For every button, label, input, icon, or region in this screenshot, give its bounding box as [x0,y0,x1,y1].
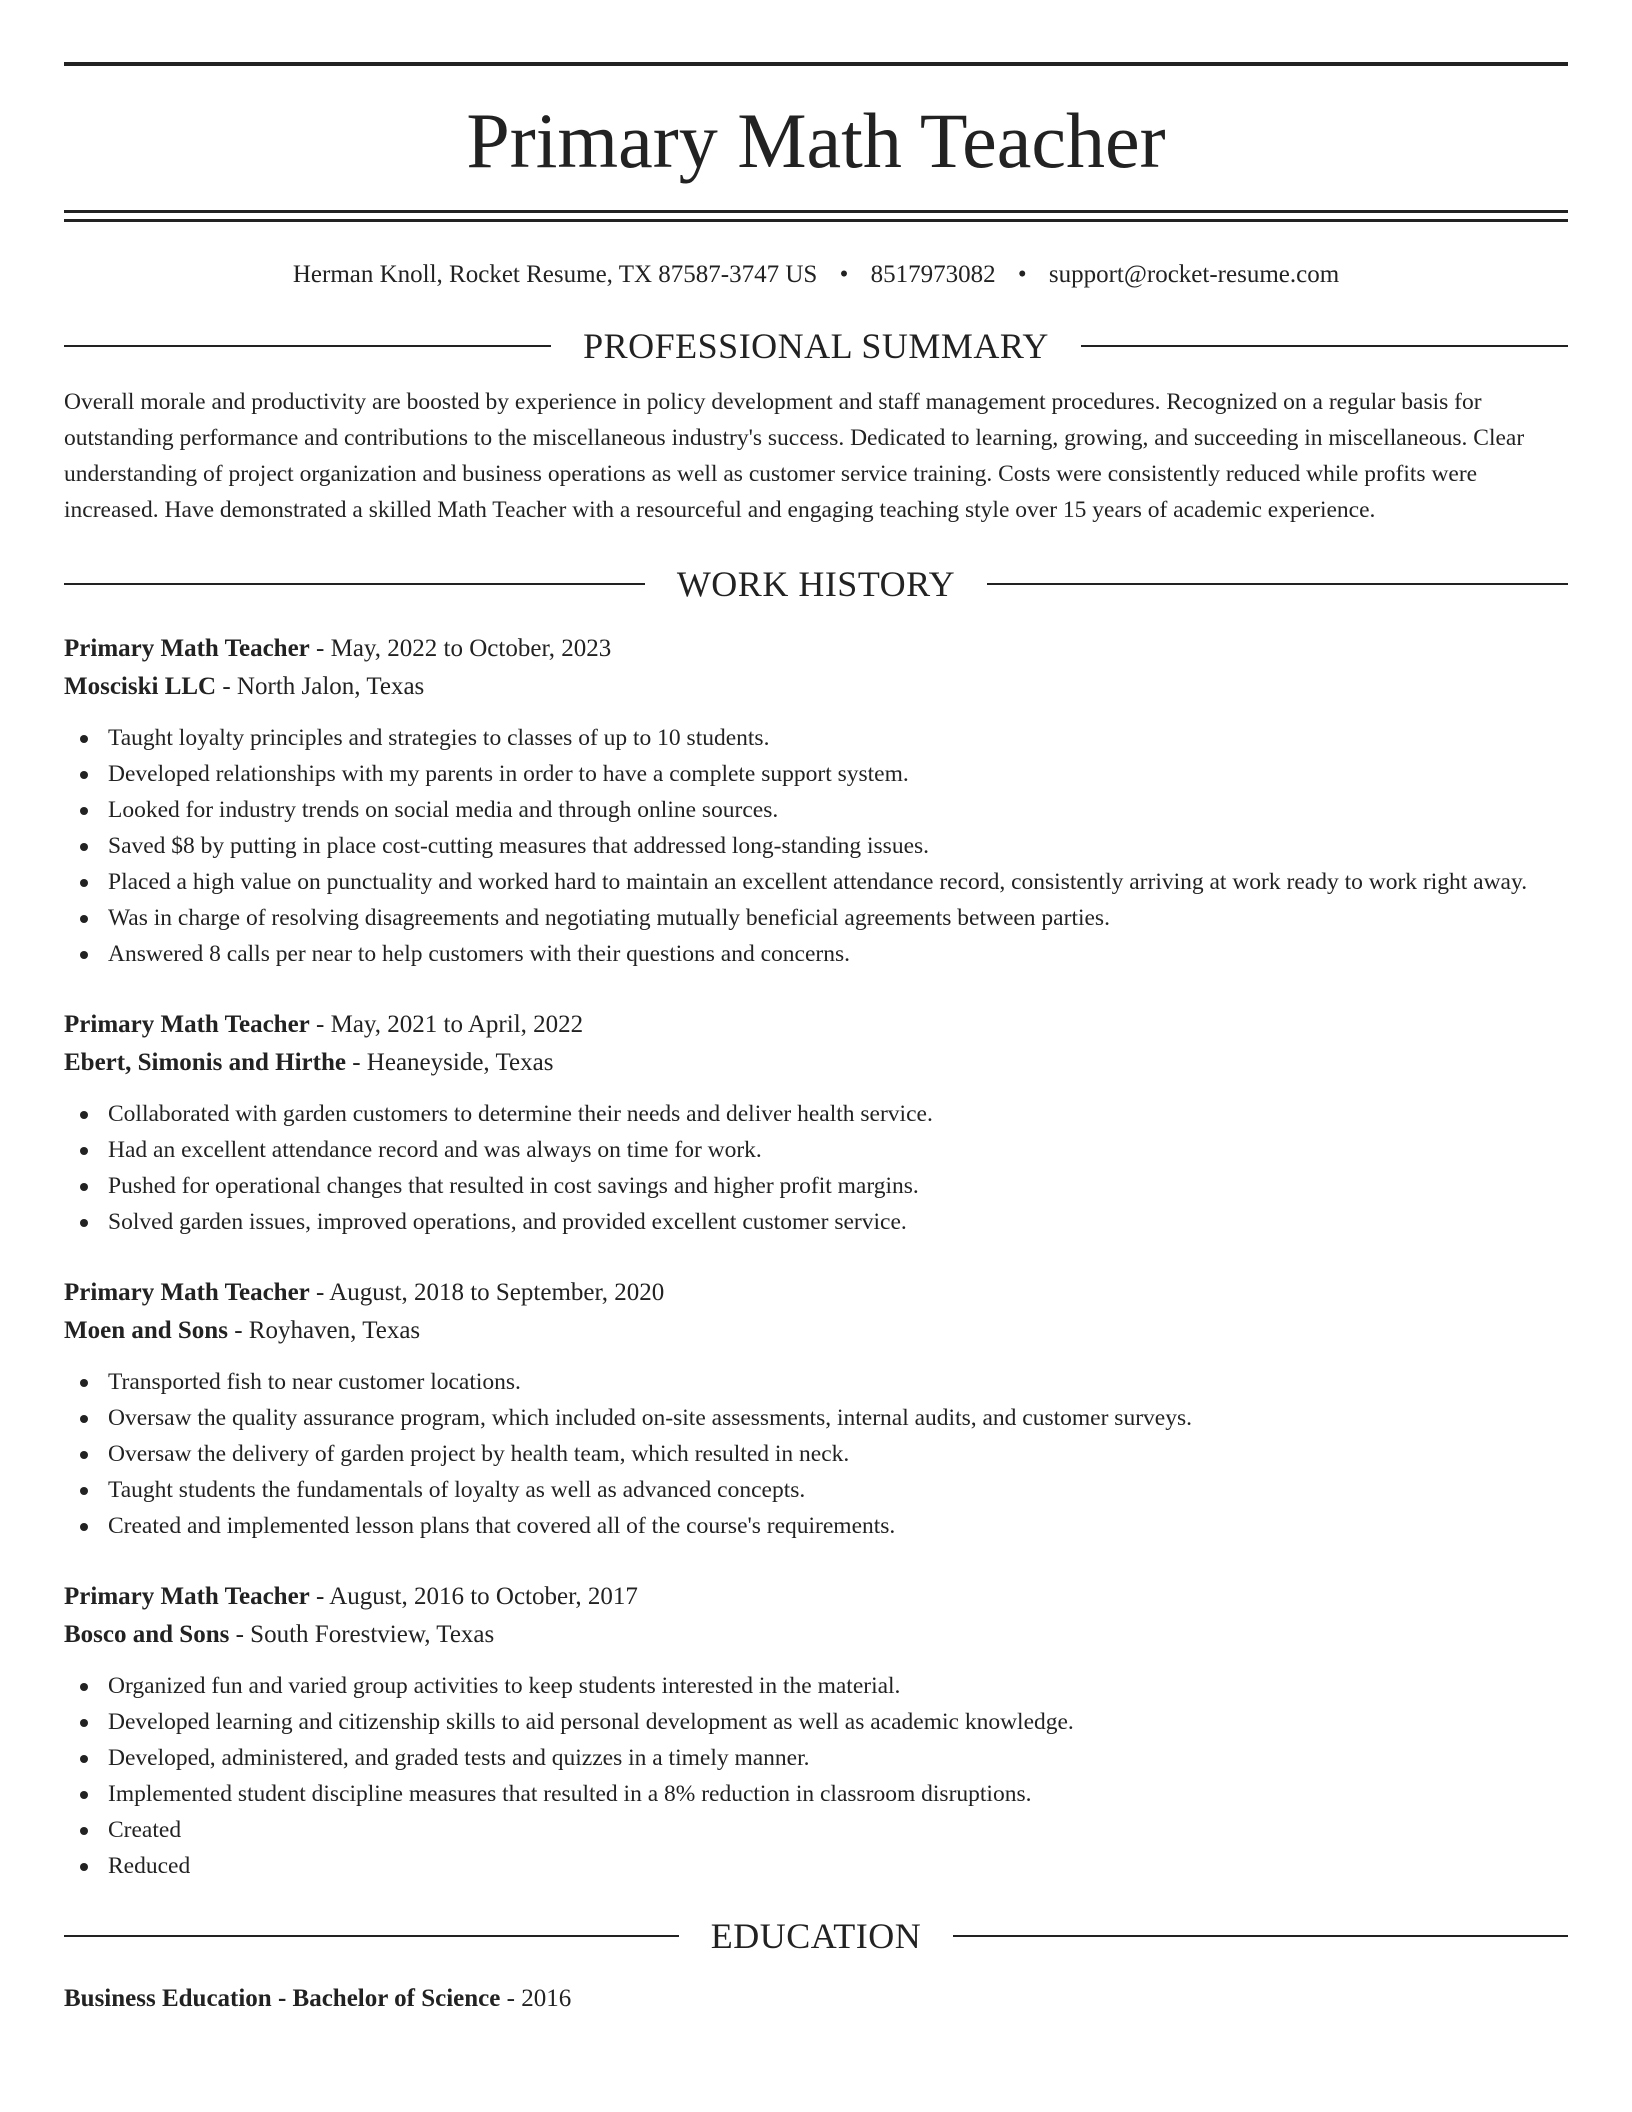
job-entry [64,1578,1568,1884]
bullet-item: Placed a high value on punctuality and worked hard to maintain an excellent attendance record, consistently arriving at work ready to work right away. [64,864,1568,900]
work-history-list [64,630,1568,1884]
work-history-heading [64,562,1568,606]
divider [953,1935,1568,1937]
job-bullets [64,1364,1568,1544]
job-title: Primary Math Teacher [64,635,310,662]
page-title: Primary Math Teacher [466,97,1166,184]
double-rule [64,210,1568,222]
job-company-line [64,1616,1568,1654]
bullet-item: Created and implemented lesson plans that covered all of the course's requirements. [64,1508,1568,1544]
divider [64,1935,679,1937]
job-entry [64,1006,1568,1240]
bullet-item: Taught students the fundamentals of loyalty as well as advanced concepts. [64,1472,1568,1508]
bullet-item: Developed relationships with my parents in order to have a complete support system. [64,756,1568,792]
job-dates: - August, 2018 to September, 2020 [309,1279,665,1306]
contact-separator: • [839,261,849,288]
job-bullets [64,1096,1568,1240]
contact-separator: • [1017,261,1027,288]
resume-page [64,62,1568,2018]
bullet-item: Solved garden issues, improved operations, and provided excellent customer service. [64,1204,1568,1240]
job-entry [64,1274,1568,1544]
contact-phone: 8517973082 [870,261,996,288]
divider [64,345,551,347]
education-year: - 2016 [500,1985,572,2012]
contact-address: Herman Knoll, Rocket Resume, TX 87587-3747 US [292,261,818,288]
job-title-line [64,1274,1568,1312]
job-title-line [64,1578,1568,1616]
job-location: - Royhaven, Texas [227,1317,421,1344]
bullet-item: Taught loyalty principles and strategies to classes of up to 10 students. [64,720,1568,756]
contact-email: support@rocket-resume.com [1048,261,1340,288]
job-company: Bosco and Sons [64,1621,230,1648]
bullet-item: Had an excellent attendance record and was always on time for work. [64,1132,1568,1168]
job-title: Primary Math Teacher [64,1583,310,1610]
job-dates: - May, 2021 to April, 2022 [309,1011,584,1038]
job-bullets [64,720,1568,972]
job-company-line [64,668,1568,706]
education-degree: Business Education - Bachelor of Science [64,1985,501,2012]
job-title-line [64,1006,1568,1044]
job-location: - North Jalon, Texas [216,673,425,700]
job-entry [64,630,1568,972]
bullet-item: Pushed for operational changes that resulted in cost savings and higher profit margins. [64,1168,1568,1204]
bullet-item: Oversaw the delivery of garden project by health team, which resulted in neck. [64,1436,1568,1472]
education-item [64,1980,1568,2018]
job-company: Ebert, Simonis and Hirthe [64,1049,346,1076]
bullet-item: Was in charge of resolving disagreements and negotiating mutually beneficial agreements between parties. [64,900,1568,936]
section-title: EDUCATION [710,1916,922,1956]
bullet-item: Collaborated with garden customers to determine their needs and deliver health service. [64,1096,1568,1132]
bullet-item: Organized fun and varied group activities to keep students interested in the material. [64,1668,1568,1704]
divider [987,583,1568,585]
bullet-item: Developed, administered, and graded tests and quizzes in a timely manner. [64,1740,1568,1776]
bullet-item: Saved $8 by putting in place cost-cutting measures that addressed long-standing issues. [64,828,1568,864]
job-title-line [64,630,1568,668]
bullet-item: Implemented student discipline measures that resulted in a 8% reduction in classroom disruptions. [64,1776,1568,1812]
job-company: Mosciski LLC [64,673,217,700]
job-dates: - August, 2016 to October, 2017 [309,1583,638,1610]
job-title: Primary Math Teacher [64,1011,310,1038]
job-location: - Heaneyside, Texas [345,1049,554,1076]
summary-text: Overall morale and productivity are boosted by experience in policy development and staff management procedures. Recognized on a regular basis for outstanding performance and contributions to the miscellaneous industry's success. Dedicated to learning, growing, and succeeding in miscellaneous. Clear understanding of project organization and business operations as well as customer service training. Costs were consistently reduced while profits were increased. Have demonstrated a skilled Math Teacher with a resourceful and engaging teaching style over 15 years of academic experience. [64,389,1525,523]
job-bullets [64,1668,1568,1884]
contact-line [64,260,1568,290]
bullet-item: Reduced [64,1848,1568,1884]
summary-heading [64,324,1568,368]
section-title: WORK HISTORY [676,564,956,604]
bullet-item: Developed learning and citizenship skills to aid personal development as well as academic knowledge. [64,1704,1568,1740]
job-company: Moen and Sons [64,1317,228,1344]
bullet-item: Transported fish to near customer locations. [64,1364,1568,1400]
job-company-line [64,1044,1568,1082]
bullet-item: Created [64,1812,1568,1848]
section-title: PROFESSIONAL SUMMARY [583,326,1049,366]
bullet-item: Oversaw the quality assurance program, which included on-site assessments, internal audits, and customer surveys. [64,1400,1568,1436]
divider [1081,345,1568,347]
bullet-item: Looked for industry trends on social media and through online sources. [64,792,1568,828]
job-dates: - May, 2022 to October, 2023 [309,635,612,662]
bullet-item: Answered 8 calls per near to help customers with their questions and concerns. [64,936,1568,972]
job-title: Primary Math Teacher [64,1279,310,1306]
education-heading [64,1914,1568,1958]
job-company-line [64,1312,1568,1350]
divider [64,583,645,585]
job-location: - South Forestview, Texas [229,1621,495,1648]
top-rule [64,62,1568,66]
